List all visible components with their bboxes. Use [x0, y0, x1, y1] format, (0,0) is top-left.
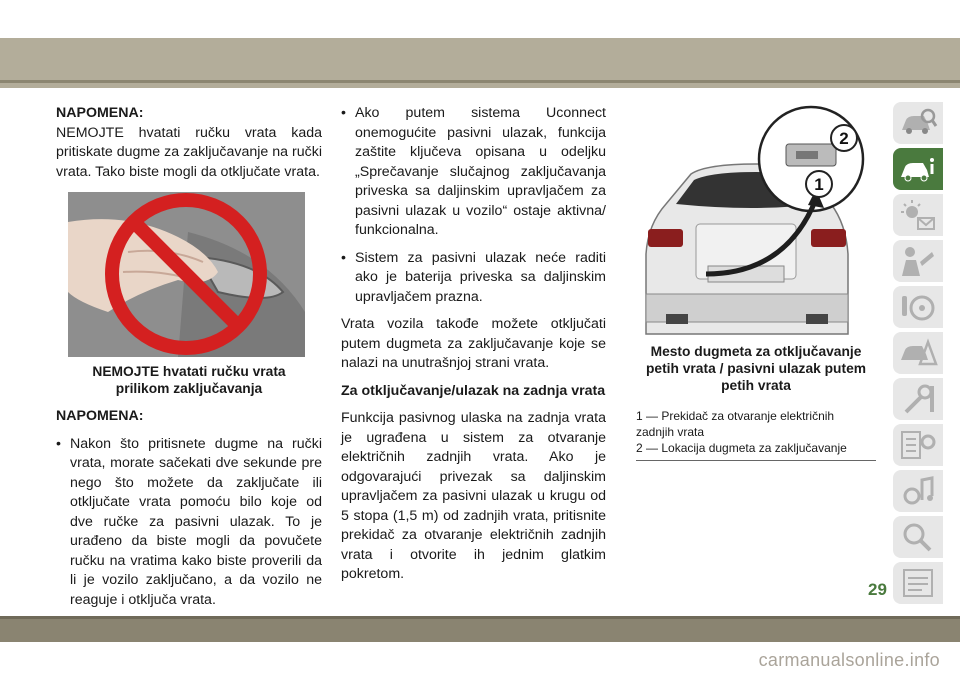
figure-caption-line: NEMOJTE hvatati ručku vrata — [92, 364, 286, 379]
footer-rule — [0, 616, 960, 619]
wrench-icon[interactable] — [893, 378, 943, 420]
paragraph: Funkcija pasivnog ulaska na zadnja vrata je ugrađena u sistem za otvaranje električnih zadnjih vrata. Ako je odgovarajući privezak sa daljinskim upravljačem za pasivni ulazak u krugu od 5 stopa (1,5 m) od zadnjih vrata, pritisnite prekidač za otvaranje električnih zadnjih vrata i otvorite ih jednim glatkim pokretom. — [341, 410, 606, 582]
index-icon[interactable] — [893, 562, 943, 604]
list-item-text: Sistem za pasivni ulazak neće raditi ako je baterija priveska sa daljinskim upravljačem prazna. — [355, 249, 606, 305]
list-item — [341, 249, 606, 308]
specs-icon[interactable] — [893, 424, 943, 466]
chapter-tabs — [893, 102, 943, 608]
figure-caption — [636, 343, 876, 394]
bullet-icon: • — [56, 435, 61, 452]
figure-caption-line: Mesto dugmeta za otključavanje — [650, 344, 862, 359]
left-column — [56, 104, 322, 610]
list-item — [341, 104, 606, 241]
callout-1: 1 — [814, 175, 824, 194]
bullet-icon: • — [341, 249, 346, 266]
multimedia-icon[interactable] — [893, 470, 943, 512]
legend-divider — [636, 460, 876, 461]
legend-item: 2 — Lokacija dugmeta za zaključavanje — [636, 441, 847, 455]
note-text: NEMOJTE hvatati ručku vrata kada pritiskate dugme za zaključavanje na ručki vrata. Tako biste mogli da otključate vrata. — [56, 124, 322, 180]
paragraph: Vrata vozila takođe možete otključati putem dugmeta za zaključavanje koje se nalazi na unutrašnjoj strani vrata. — [341, 316, 606, 371]
legend-item: zadnjih vrata — [636, 425, 705, 439]
warning-lights-icon[interactable] — [893, 194, 943, 236]
suv-rear-illustration — [636, 104, 876, 339]
figure-caption-line: petih vrata / pasivni ulazak putem — [645, 361, 867, 376]
note-heading: NAPOMENA: — [56, 408, 144, 424]
figure-caption-line: petih vrata — [721, 378, 791, 393]
note-heading: NAPOMENA: — [56, 105, 144, 121]
liftgate-figure — [636, 104, 876, 339]
page-number: 29 — [868, 580, 887, 599]
door-handle-figure — [68, 192, 305, 357]
footer-band — [0, 616, 960, 642]
figure-caption-line: prilikom zaključavanja — [115, 381, 263, 396]
figure-caption — [56, 363, 322, 397]
list-item — [56, 435, 322, 611]
safety-icon[interactable] — [893, 240, 943, 282]
car-search-icon[interactable] — [893, 102, 943, 144]
list-item-text: Ako putem sistema Uconnect onemogućite pasivni ulazak, funkcija zaštite ključeva opisana u odeljku „Sprečavanje slučajnog zaključavanja priveska sa daljinskim upravljačem za pasivni ulazak u vozilo“ ostaje aktivna/ funkcionalna. — [355, 105, 606, 238]
search-icon[interactable] — [893, 516, 943, 558]
no-grab-handle-illustration — [68, 192, 305, 357]
right-column — [636, 104, 876, 461]
figure-legend — [636, 408, 876, 461]
header-rule — [0, 80, 960, 83]
list-item-text: Nakon što pritisnete dugme na ručki vrata, morate sačekati dve sekunde pre nego što možete da zaključate ili otključate vrata pomoću bilo koje od dve ručke za pasivni ulazak. To je urađeno da biste mogli da povučete ručku na vratima kako biste proverili da li je vozilo zaključano, a da vozilo ne reaguje i otključa vrata. — [70, 435, 322, 608]
header-band — [0, 38, 960, 88]
section-heading: Za otključavanje/ulazak na zadnja vrata — [341, 382, 606, 399]
watermark: carmanualsonline.info — [758, 650, 940, 670]
middle-column — [341, 104, 606, 585]
steering-icon[interactable] — [893, 286, 943, 328]
car-info-icon[interactable] — [893, 148, 943, 190]
bullet-icon: • — [341, 105, 346, 121]
callout-2: 2 — [839, 129, 849, 148]
emergency-icon[interactable] — [893, 332, 943, 374]
legend-item: 1 — Prekidač za otvaranje električnih — [636, 409, 835, 423]
